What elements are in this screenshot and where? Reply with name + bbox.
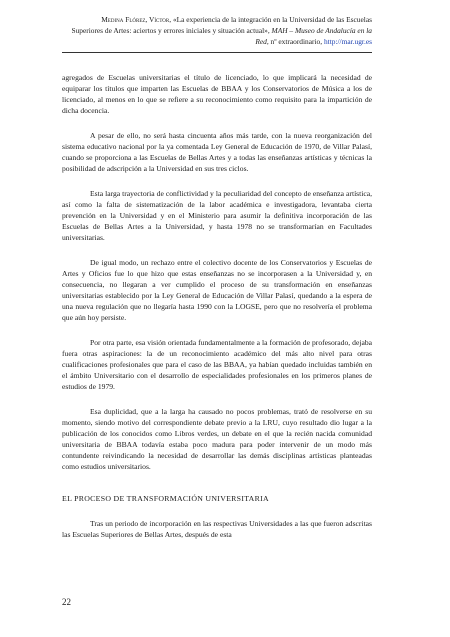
paragraph: Esta larga trayectoria de conflictividad y la peculiaridad del concepto de enseñanza artística, así como la falta de sistematización de la labor académica e investigadora, levantaba cierta prevención en la Universidad y en el Ministerio para asumir la definitiva incorporación de las Escuelas de Bellas Artes a la Universidad, y hasta 1978 no se transformarían en Facultades universitarias.: [62, 189, 372, 242]
header-line-3: [42, 36, 372, 47]
article-body: [62, 72, 372, 554]
header-title-2: Superiores de Artes: aciertos y errores iniciales y situación actual»,: [71, 26, 270, 35]
header-divider: [62, 52, 372, 53]
header-line-2: [42, 25, 372, 36]
running-header: [42, 14, 372, 47]
paragraph: Tras un periodo de incorporación en las respectivas Universidades a las que fueron adscritas las Escuelas Superiores de Bellas Artes, después de esta: [62, 519, 372, 539]
header-journal-2: Red,: [255, 37, 269, 46]
header-journal: MAH – Museo de Andalucía en la: [269, 26, 372, 35]
header-title-1: «La experiencia de la integración en la Universidad de las Escuelas: [171, 15, 372, 24]
header-line-1: [42, 14, 372, 25]
paragraph: A pesar de ello, no será hasta cincuenta años más tarde, con la nueva reorganización del sistema educativo nacional por la ya comentada Ley General de Educación de 1970, de Villar Palasí, cuando se proporciona a las Escuelas de Bellas Artes y a todas las enseñanzas artísticas y técnicas la posibilidad de adscripción a la Universidad en sus tres ciclos.: [62, 131, 372, 173]
paragraph: Por otra parte, esa visión orientada fundamentalmente a la formación de profesorado, dejaba fuera otras aspiraciones: la de un reconocimiento académico del más alto nivel para otras cualificaciones profesionales que para el caso de las BBAA, ya habían quedado incluidas también en el ámbito Universitario con el desarrollo de especialidades profesionales en los primeros planes de estudios de 1979.: [62, 338, 372, 391]
section-heading: EL PROCESO DE TRANSFORMACIÓN UNIVERSITARIA: [62, 494, 269, 503]
paragraph: De igual modo, un rechazo entre el colectivo docente de los Conservatorios y Escuelas de Artes y Oficios fue lo que hizo que estas enseñanzas no se incorporasen a la Universidad y, en consecuencia, no llegaran a ver cumplido el proceso de su transformación en enseñanzas universitarias establecido por la Ley General de Educación de Villar Palasí, quedando a la espera de una nueva regulación que no llegaría hasta 1990 con la LOGSE, pero que no resolvería el problema que aún hoy persiste.: [62, 258, 372, 322]
paragraph: Esa duplicidad, que a la larga ha causado no pocos problemas, trató de resolverse en su momento, siendo motivo del correspondiente debate previo a la LRU, cuyo resultado dio lugar a la publicación de los conocidos como Libros verdes, un debate en el que la recién nacida comunidad universitaria de BBAA todavía estaba poco madura para poder intervenir de un modo más contundente reivindicando la necesidad de desarrollar las demás disciplinas artísticas planteadas como estudios universitarios.: [62, 407, 372, 471]
header-author: Medina Flórez, Víctor,: [101, 15, 172, 24]
page-number: 22: [62, 597, 71, 607]
header-url-link[interactable]: http://mar.ugr.es: [323, 37, 372, 46]
paragraph: agregados de Escuelas universitarias el título de licenciado, lo que implicará la necesidad de equiparar los títulos que imparten las Escuelas de BBAA y los Conservatorios de Música a los de licenciado, al menos en lo que se refiere a su reconocimiento como requisito para la impartición de dicha docencia.: [62, 73, 372, 115]
header-issue: nº extraordinario,: [268, 37, 324, 46]
